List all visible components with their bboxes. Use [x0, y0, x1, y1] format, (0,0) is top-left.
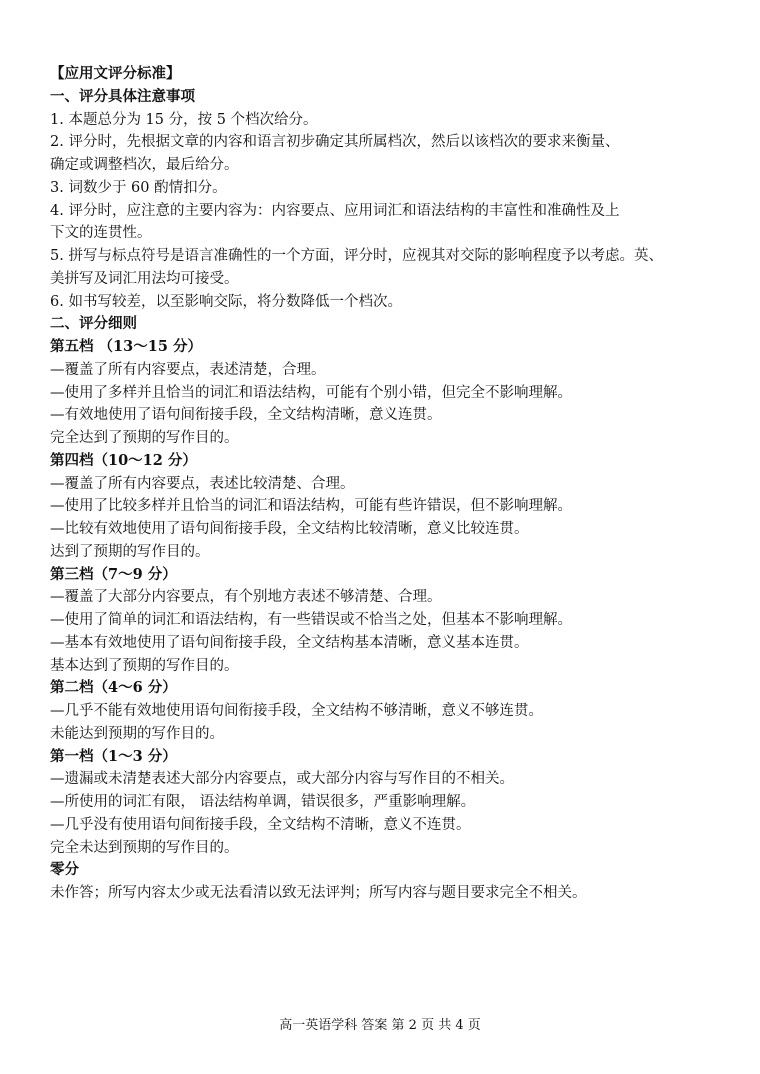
doc-title: 【应用文评分标准】 — [50, 65, 181, 82]
note-line: 3. 词数少于 60 酌情扣分。 — [50, 179, 227, 196]
grade-criterion: —比较有效地使用了语句间衔接手段，全文结构比较清晰，意义比较连贯。 — [50, 521, 529, 537]
grade-criterion: —覆盖了所有内容要点，表述清楚，合理。 — [50, 361, 326, 378]
grade-title: 第三档（7～9 分） — [50, 565, 177, 583]
grade-criterion: 达到了预期的写作目的。 — [50, 543, 210, 560]
page-footer: 高一英语学科 答案 第 2 页 共 4 页 — [279, 1018, 481, 1033]
note-line: 5. 拼写与标点符号是语言准确性的一个方面，评分时，应视其对交际的影响程度予以考虑。英、 — [50, 248, 663, 264]
grade-criterion: —几乎没有使用语句间衔接手段，全文结构不清晰，意义不连贯。 — [50, 816, 471, 833]
grade-criterion: —覆盖了所有内容要点，表述比较清楚、合理。 — [50, 475, 355, 492]
grade-criterion: 完全达到了预期的写作目的。 — [50, 430, 239, 446]
section-heading: 二、评分细则 — [50, 315, 137, 333]
grade-criterion: —使用了多样并且恰当的词汇和语法结构，可能有个别小错，但完全不影响理解。 — [50, 384, 572, 401]
grade-title: 第五档 （13～15 分） — [50, 338, 202, 355]
grade-criterion: —有效地使用了语句间衔接手段，全文结构清晰，意义连贯。 — [50, 407, 442, 424]
grade-criterion: —几乎不能有效地使用语句间衔接手段，全文结构不够清晰，意义不够连贯。 — [50, 703, 543, 719]
grade-criterion: —使用了简单的词汇和语法结构，有一些错误或不恰当之处，但基本不影响理解。 — [50, 612, 572, 628]
grade-criterion: —覆盖了大部分内容要点，有个别地方表述不够清楚、合理。 — [50, 589, 442, 606]
grade-title: 第二档（4～6 分） — [50, 679, 177, 697]
note-line: 4. 评分时，应注意的主要内容为：内容要点、应用词汇和语法结构的丰富性和准确性及上 — [50, 202, 620, 219]
grade-block — [50, 450, 730, 564]
grade-criterion: —使用了比较多样并且恰当的词汇和语法结构，可能有些许错误，但不影响理解。 — [50, 498, 572, 515]
grade-criterion: —遗漏或未清楚表述大部分内容要点，或大部分内容与写作目的不相关。 — [50, 771, 514, 788]
note-line: 美拼写及词汇用法均可接受。 — [50, 270, 239, 287]
grade-criterion: —基本有效地使用了语句间衔接手段，全文结构基本清晰，意义基本连贯。 — [50, 634, 529, 651]
grade-title: 第四档（10～12 分） — [50, 451, 197, 469]
grade-title: 第一档（1～3 分） — [50, 747, 177, 765]
grade-criterion: 完全未达到预期的写作目的。 — [50, 839, 239, 856]
grade-criterion: 未作答；所写内容太少或无法看清以致无法评判；所写内容与题目要求完全不相关。 — [50, 885, 587, 901]
note-line: 确定或调整档次，最后给分。 — [50, 157, 239, 173]
grade-block — [50, 677, 730, 745]
section-heading: 一、评分具体注意事项 — [50, 87, 195, 105]
grade-criterion: 基本达到了预期的写作目的。 — [50, 657, 239, 674]
note-line: 1. 本题总分为 15 分，按 5 个档次给分。 — [50, 111, 318, 128]
note-line: 下文的连贯性。 — [50, 225, 152, 242]
grade-block — [50, 564, 730, 678]
section-grading-details — [50, 313, 730, 905]
document-body — [50, 63, 730, 905]
grade-block — [50, 746, 730, 860]
grade-criterion: 未能达到预期的写作目的。 — [50, 725, 224, 742]
grade-block — [50, 336, 730, 450]
grade-title: 零分 — [50, 861, 79, 879]
note-line: 2. 评分时，先根据文章的内容和语言初步确定其所属档次，然后以该档次的要求来衡量、 — [50, 134, 620, 151]
note-line: 6. 如书写较差，以至影响交际，将分数降低一个档次。 — [50, 293, 402, 310]
grade-criterion: —所使用的词汇有限， 语法结构单调，错误很多，严重影响理解。 — [50, 794, 476, 810]
section-notes — [50, 86, 730, 314]
grade-block — [50, 859, 730, 905]
